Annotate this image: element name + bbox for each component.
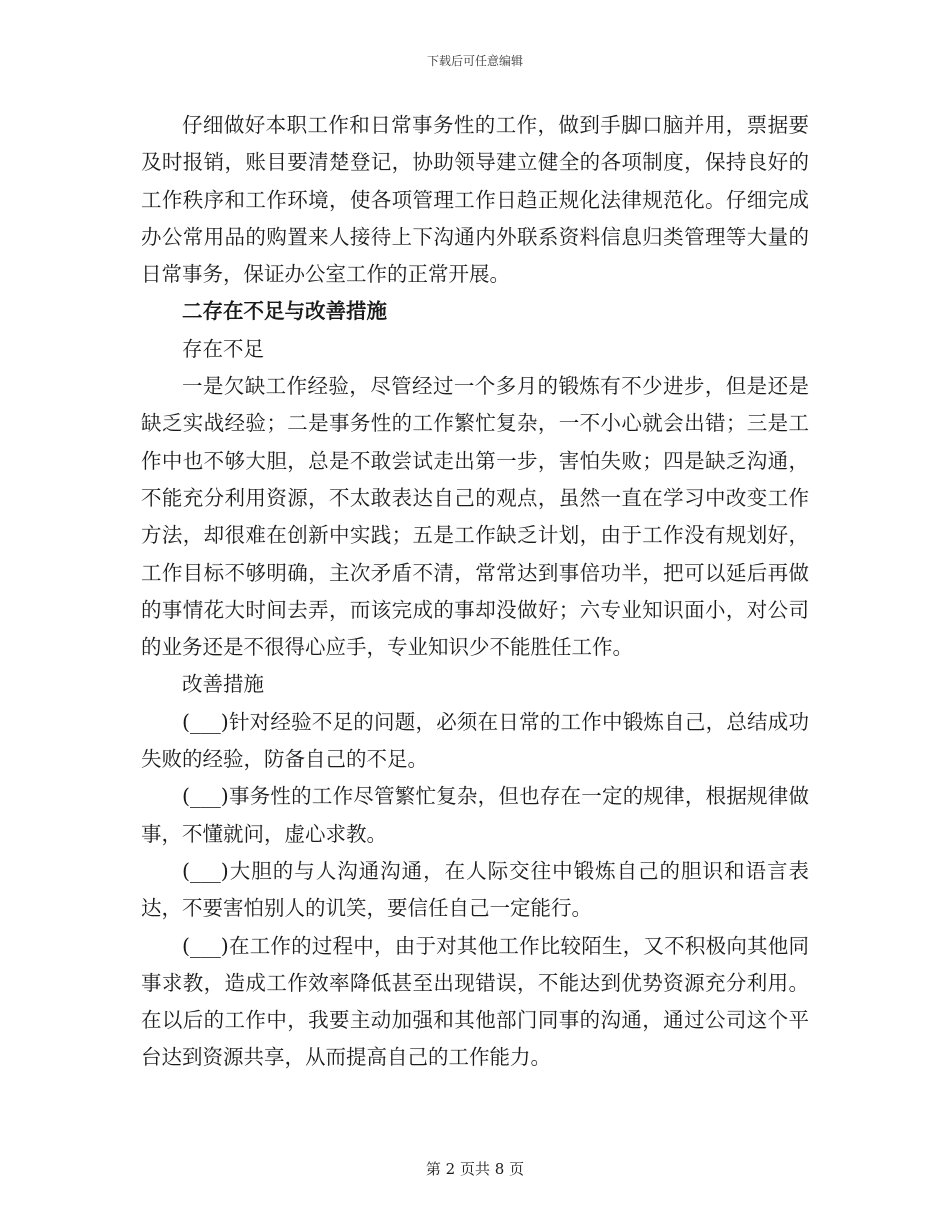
page-header: 下载后可任意编辑 — [426, 54, 523, 68]
document-body — [141, 107, 809, 1077]
page-number: 第 2 页共 8 页 — [425, 1160, 525, 1178]
paragraph-improvement-3: (___)大胆的与人沟通沟通，在人际交往中锻炼自己的胆识和语言表达，不要害怕别人的讥笑，要信任自己一定能行。 — [141, 858, 809, 921]
section-heading-shortcomings-and-improvements: 二存在不足与改善措施 — [182, 299, 387, 324]
paragraph-improvement-4: (___)在工作的过程中，由于对其他工作比较陌生，又不积极向其他同事求教，造成工作效率降低甚至出现错误，不能达到优势资源充分利用。在以后的工作中，我要主动加强和其他部门同事的沟通，通过公司这个平台达到资源共享，从而提高自己的工作能力。 — [141, 933, 809, 1070]
paragraph-improvement-2: (___)事务性的工作尽管繁忙复杂，但也存在一定的规律，根据规律做事，不懂就问，虚心求教。 — [141, 784, 809, 846]
paragraph-daily-work: 仔细做好本职工作和日常事务性的工作，做到手脚口脑并用，票据要及时报销，账目要清楚登记，协助领导建立健全的各项制度，保持良好的工作秩序和工作环境，使各项管理工作日趋正规化法律规范化。仔细完成办公常用品的购置来人接待上下沟通内外联系资料信息归类管理等大量的日常事务，保证办公室工作的正常开展。 — [141, 113, 809, 287]
subheading-improvements: 改善措施 — [182, 672, 264, 697]
paragraph-shortcomings: 一是欠缺工作经验，尽管经过一个多月的锻炼有不少进步，但是还是缺乏实战经验；二是事务性的工作繁忙复杂，一不小心就会出错；三是工作中也不够大胆，总是不敢尝试走出第一步，害怕失败；四是缺乏沟通，不能充分利用资源，不太敢表达自己的观点，虽然一直在学习中改变工作方法，却很难在创新中实践；五是工作缺乏计划，由于工作没有规划好，工作目标不够明确，主次矛盾不清，常常达到事倍功半，把可以延后再做的事情花大时间去弄，而该完成的事却没做好；六专业知识面小，对公司的业务还是不很得心应手，专业知识少不能胜任工作。 — [141, 374, 809, 660]
paragraph-improvement-1: (___)针对经验不足的问题，必须在日常的工作中锻炼自己，总结成功失败的经验，防备自己的不足。 — [141, 709, 809, 772]
subheading-shortcomings: 存在不足 — [182, 336, 264, 361]
